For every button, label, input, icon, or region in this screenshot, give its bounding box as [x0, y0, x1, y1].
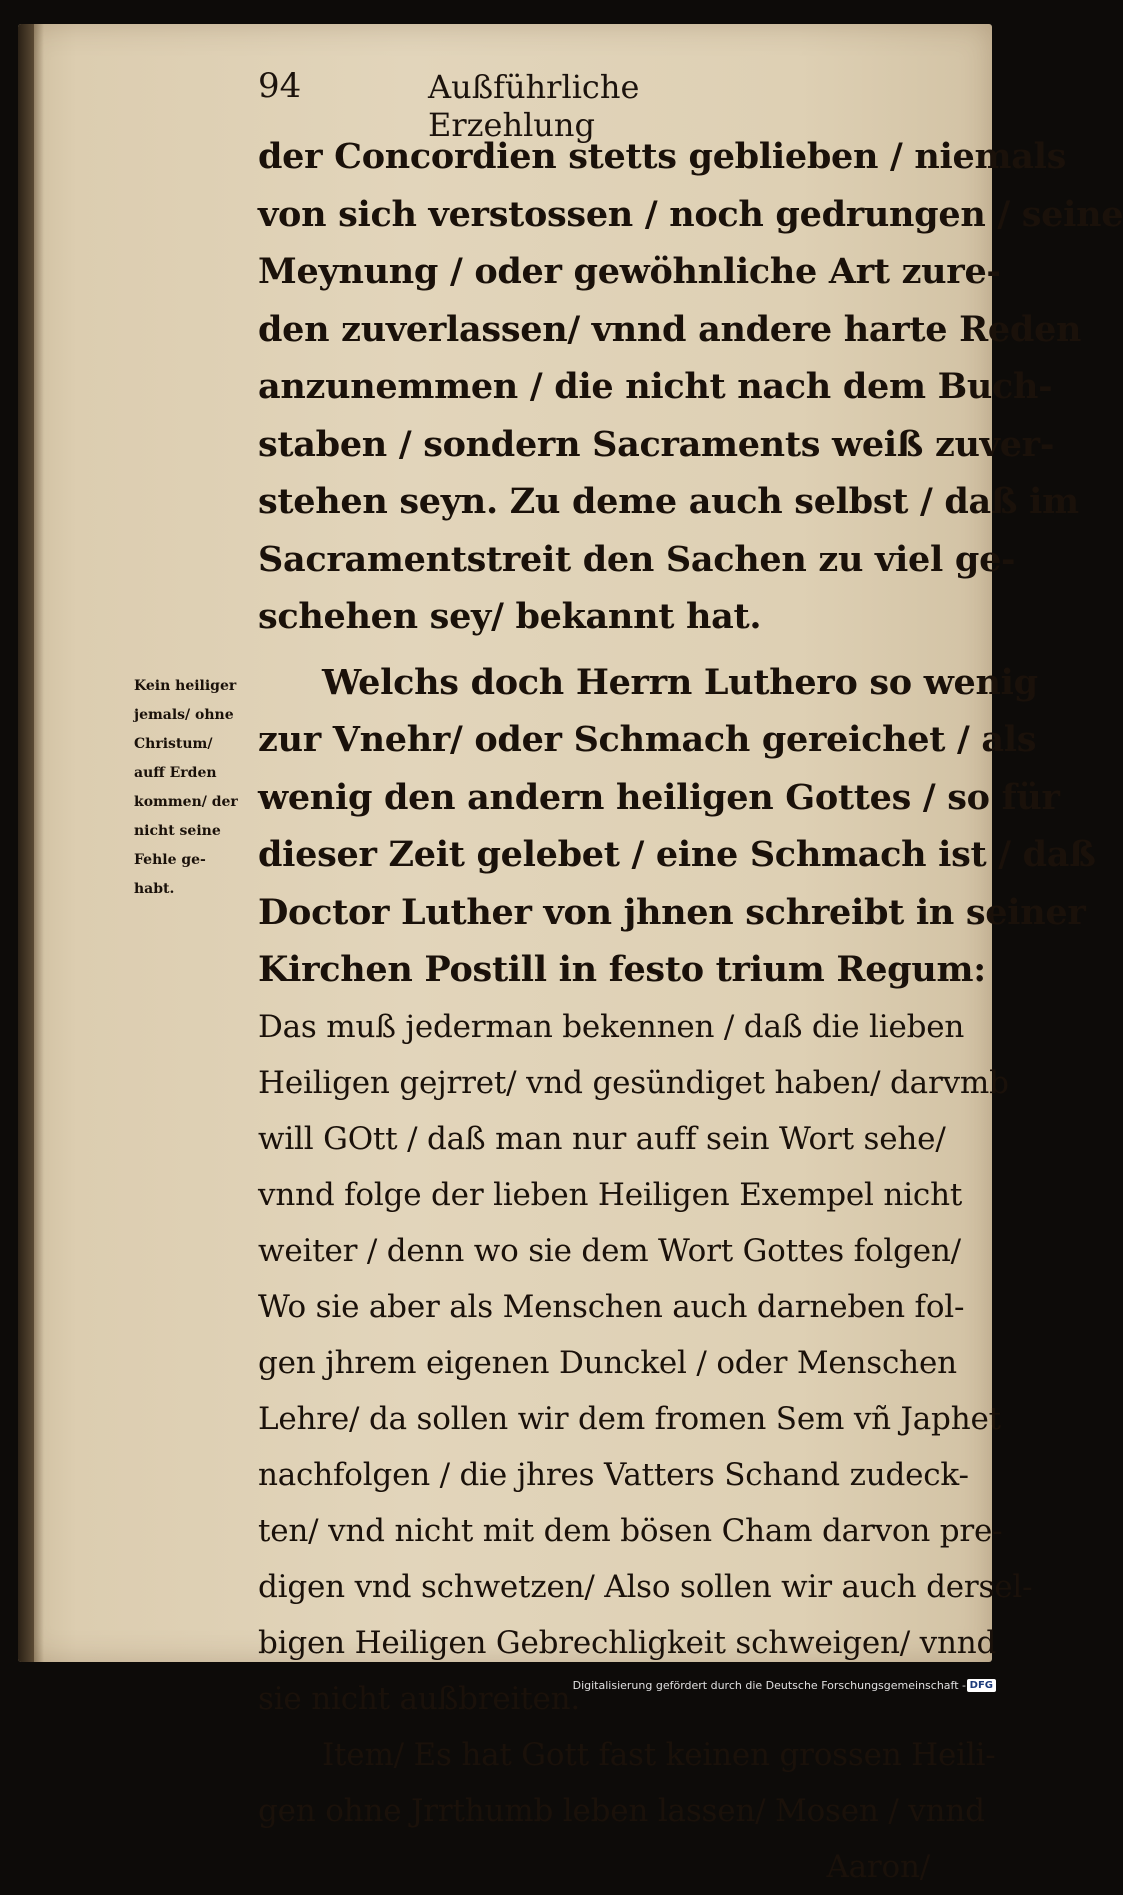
text-line: Welchs doch Herrn Luthero so wenig — [322, 661, 1038, 703]
quote-line: Das muß jederman bekennen / daß die lieben — [258, 1008, 965, 1045]
quote-line: nachfolgen / die jhres Vatters Schand zudeck- — [258, 1456, 969, 1493]
marginal-line: Christum/ — [134, 736, 213, 752]
page-number: 94 — [258, 66, 302, 106]
text-line: Meynung / oder gewöhnliche Art zure- — [258, 251, 1001, 292]
marginal-line: Kein heiliger — [134, 678, 237, 694]
page-header — [258, 58, 798, 144]
footer-credit: Digitalisierung gefördert durch die Deutsche Forschungsgemeinschaft - — [572, 1679, 966, 1692]
quote-line: sie nicht außbreiten. — [258, 1680, 581, 1717]
running-title: Außführliche Erzehlung — [428, 68, 640, 144]
text-line: dieser Zeit gelebet / eine Schmach ist / daß — [258, 834, 1096, 875]
quote-line: weiter / denn wo sie dem Wort Gottes folgen/ — [258, 1232, 961, 1269]
quote-line: will GOtt / daß man nur auff sein Wort sehe/ — [258, 1120, 946, 1157]
marginal-line: kommen/ der — [134, 794, 238, 810]
text-line: stehen seyn. Zu deme auch selbst / daß im — [258, 481, 1079, 522]
text-line: schehen sey/ bekannt hat. — [258, 596, 762, 637]
text-line: Item/ Es hat Gott fast keinen grossen Heili- — [322, 1736, 996, 1773]
dfg-logo: DFG — [967, 1679, 996, 1692]
text-line: der Concordien stetts geblieben / niemals — [258, 136, 1066, 177]
quote-line: vnnd folge der lieben Heiligen Exempel nicht — [258, 1176, 963, 1213]
paragraph-3 — [258, 1727, 996, 1895]
quote-line: Wo sie aber als Menschen auch darneben fol- — [258, 1288, 965, 1325]
paragraph-2 — [258, 654, 1096, 999]
quote-line: Heiligen gejrret/ vnd gesündiget haben/ darvmb — [258, 1064, 1009, 1101]
paragraph-1 — [258, 128, 1123, 646]
text-line: Sacramentstreit den Sachen zu viel ge- — [258, 538, 1016, 580]
marginal-line: auff Erden — [134, 765, 217, 781]
text-line: Doctor Luther von jhnen schreibt in seiner — [258, 891, 1086, 933]
digitization-footer — [0, 1676, 1000, 1698]
quote-line: bigen Heiligen Gebrechligkeit schweigen/ vnnd — [258, 1624, 997, 1661]
text-line: staben / sondern Sacraments weiß zuver- — [258, 423, 1055, 465]
quote-line: gen jhrem eigenen Dunckel / oder Menschen — [258, 1344, 957, 1381]
marginal-line: habt. — [134, 881, 175, 897]
text-line: von sich verstossen / noch gedrungen / seine — [258, 193, 1123, 235]
marginal-line: Fehle ge- — [134, 852, 206, 868]
text-line: den zuverlassen/ vnnd andere harte Reden — [258, 308, 1082, 350]
text-line: anzunemmen / die nicht nach dem Buch- — [258, 366, 1053, 407]
text-line: zur Vnehr/ oder Schmach gereichet / als — [258, 719, 1037, 760]
marginal-note — [134, 672, 262, 904]
marginal-line: jemals/ ohne — [134, 707, 234, 723]
catchword: Aaron/ — [826, 1848, 930, 1885]
text-line: wenig den andern heiligen Gottes / so für — [258, 776, 1060, 818]
text-line: gen ohne Jrrthumb leben lassen/ Mosen / vnnd — [258, 1792, 985, 1829]
spine-shadow — [34, 24, 44, 1662]
marginal-line: nicht seine — [134, 823, 221, 839]
quote-line: ten/ vnd nicht mit dem bösen Cham darvon pre- — [258, 1512, 1003, 1549]
quote-line: digen vnd schwetzen/ Also sollen wir auch dersel- — [258, 1568, 1033, 1605]
text-line: Kirchen Postill in festo trium Regum: — [258, 949, 986, 990]
quote-line: Lehre/ da sollen wir dem fromen Sem vñ Japhet — [258, 1400, 1001, 1437]
book-spine — [18, 24, 34, 1662]
